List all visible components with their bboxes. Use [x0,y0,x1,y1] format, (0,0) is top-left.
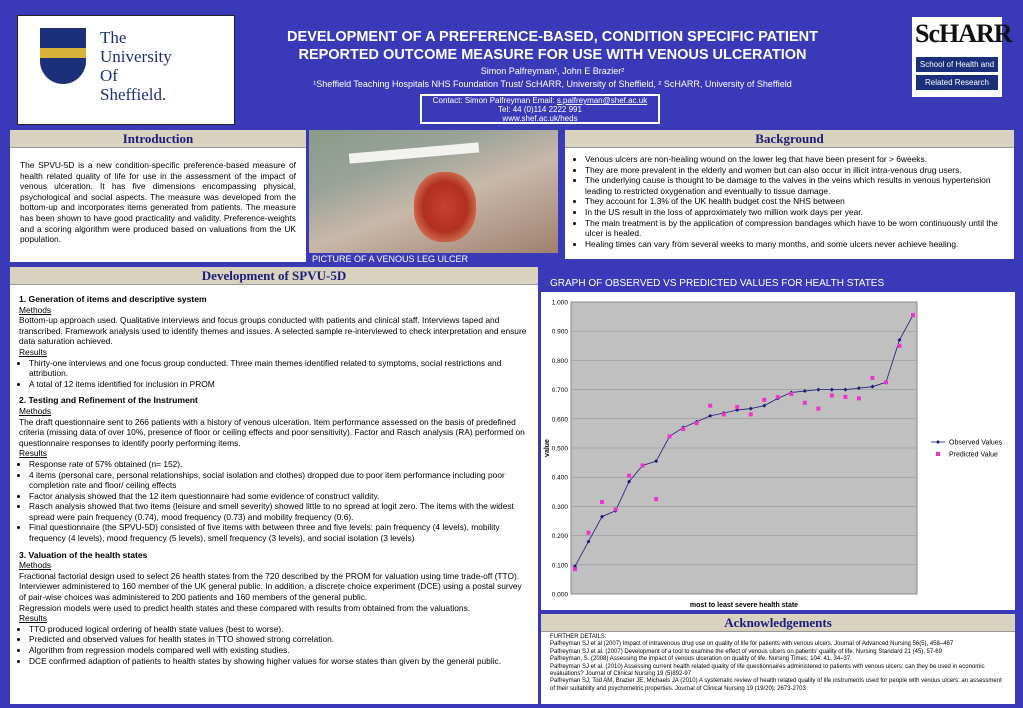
y-tick-label: 0.500 [551,445,568,453]
ruler-shape [349,142,479,163]
data-point-predicted [816,407,820,411]
data-point-predicted [762,398,766,402]
references: FURTHER DETAILS: Palfreyman SJ et al (2007) Impact of intravenous drug use on quality of life for patients with venous ulcers. Journal of Advanced Nursing 56(5), 458–467 Palfreyman SJ et al. (2007) Development of a tool to examine the effect of venous ulcers on patients' quality of life. Nursing Standard 21 (45), 57-69 Palfreyman, S. (2008) Assessing the impact of venous ulceration on quality of life. Nursing Times; 104: 41, 34–37. Palfreyman SJ et al. (2010) Assessing current health related quality of life questionnaires administered to patients with venous ulcers: can they be used in economic evaluations? Journal of Clinical Nursing 19 (5)892-97 Palfreyman SJ, Tod AM, Brazier JE, Michaels JA (2010) A systematic review of health related quality of life instruments used for people with venous ulcers: an assessment of their suitability and psychometric properties. Journal of Clinical Nursing 19 (19/20); 2673-2703 [550,634,1008,693]
list-item: • TTO produced logical ordering of health state values (best to worse). [29,624,531,635]
data-point-predicted [573,567,577,571]
chart-panel [541,292,1015,610]
ulcer-photo [309,130,558,253]
reference-item: Palfreyman, S. (2008) Assessing the impact of venous ulceration on quality of life. Nursing Times; 104: 41, 34–37. [550,656,852,663]
list-item: • Final questionnaire (the SPVU-5D) consisted of five items with between three and five levels: pain frequency (4 levels), mobility frequency (4 levels), mood frequency (5 levels), smell frequency (3 levels), and social isolation (3 levels) [29,522,531,543]
data-point-predicted [789,392,793,396]
affiliations: ¹Sheffield Teaching Hospitals NHS Foundation Trust/ ScHARR, University of Sheffield, ² ScHARR, University of Sheffield [313,79,792,89]
graph-title: GRAPH OF OBSERVED VS PREDICTED VALUES FOR HEALTH STATES [550,278,885,289]
development-content: 1. Generation of items and descriptive system Methods Bottom-up approach used. Qualitative interviews and focus groups conducted with patients and clinical staff. Interviews taped and transcribed. Framework analysis used to identify themes and issues. A selected sample re-interviewed to check interpretation and ensure data saturation achieved. Results • Thirty-one interviews and one focus group conducted. Three main themes identified related to symptoms, social restrictions and attribution. • A total of 12 items identified for inclusion in PROM 2. Testing and Refinement of the Instrument Methods The draft questionnaire sent to 266 patients with a history of venous ulceration. Item performance assessed on the basis of predefined criteria (missing data of over 10%, presence of floor or ceiling effects and poor sensitivity). Factor and Rasch analysis (RA) performed on questionnaire responses to identify poorly performing items. Results • Response rate of 57% obtained (n= 152). • 4 items (personal care, personal relationships, social isolation and clothes) dropped due to poor item performance including poor completion rate and floor/ ceiling effects • Factor analysis showed that the 12 item questionnaire had some evidence of construct validity. • Rasch analysis showed that two items (leisure and smell severity) showed little to no spread at logit zero. The items with the widest spread were pain frequency (0.74), mood frequency (0.73) and mobility frequency (0.6). • Final questionnaire (the SPVU-5D) consisted of five items with between three and five levels: pain frequency (4 levels), mobility frequency (4 levels), mood frequency (5 levels), smell frequency (3 levels), and social isolation (3 levels) 3. Valuation of the health states Methods Fractional factorial design used to select 26 health states from the 720 described by the PROM for valuation using time trade-off (TTO). Interviewer administered to 160 member of the UK general public. In addition, a discrete choice experiment (DCE) using a postal survey of pair-wise choices was administered to 200 patients and 160 members of the general public. Regression models were used to predict health states and these compared with results from obtained from the valuations. Results • TTO produced logical ordering of health state values (best to worse). • Predicted and observed values for health states in TTO showed strong correlation. • Algorithm from regression models compared well with existing studies. • DCE confirmed adaption of patients to health states by showing higher values for worse states than given by the general public. [19,294,531,666]
list-item: • DCE confirmed adaption of patients to health states by showing higher values for worse states than given by the general public. [29,656,531,667]
contact-email-link[interactable]: s.palfreyman@shef.ac.uk [556,96,648,105]
data-point-predicted [722,412,726,416]
section-title: 1. Generation of items and descriptive system [19,294,207,304]
poster-title-block [250,28,855,90]
list-item: • Predicted and observed values for health states in TTO showed strong correlation. [29,634,531,645]
contact-tel: Tel: 44 (0)114 2222 991 [498,105,582,114]
y-tick-label: 0.000 [551,591,568,599]
data-point-predicted [681,427,685,431]
data-point-predicted [803,401,807,405]
university-name: The University Of Sheffield. [100,28,172,104]
y-tick-label: 0.700 [551,387,568,395]
data-point-predicted [708,404,712,408]
list-item: • Healing times can vary from several weeks to many months, and some ulcers never achieve healing. [585,239,1015,250]
y-tick-label: 0.100 [551,562,568,570]
data-point-predicted [668,434,672,438]
crest-icon [40,28,86,84]
x-axis-label: most to least severe health state [689,602,799,609]
list-item: • Thirty-one interviews and one focus group conducted. Three main themes identified related to symptoms, social restrictions and attribution. [29,358,531,379]
background-heading: Background [565,130,1014,148]
legend-marker [936,440,940,444]
list-item: • In the US result in the loss of approximately two million work days per year. [585,207,1015,218]
authors: Simon Palfreyman¹, John E Brazier² [480,66,625,76]
list-item: • The main treatment is by the application of compression bandages which have to be worn continuously until the ulcer is healed. [585,218,1015,239]
data-point-predicted [884,380,888,384]
list-item: • 4 items (personal care, personal relationships, social isolation and clothes) dropped due to poor item performance including poor completion rate and floor/ ceiling effects [29,470,531,491]
reference-item: Palfreyman SJ et al (2007) Impact of intravenous drug use on quality of life for patients with venous ulcers. Journal of Advanced Nursing 56(5), 458–467 [550,641,954,648]
list-item: • The underlying cause is thought to be damage to the valves in the veins which results in venous hypertension leading to restricted oxygenation and eventually to tissue damage. [585,175,1015,196]
data-point-predicted [627,474,631,478]
acknowledgements-heading: Acknowledgements [541,614,1015,632]
section-title: 3. Valuation of the health states [19,549,148,560]
university-logo [17,15,235,125]
y-tick-label: 1.000 [551,299,568,307]
poster-title: DEVELOPMENT OF A PREFERENCE-BASED, CONDITION SPECIFIC PATIENT REPORTED OUTCOME MEASURE FOR USE WITH VENOUS ULCERATION [287,29,818,63]
data-point-predicted [911,313,915,317]
list-item: • A total of 12 items identified for inclusion in PROM [29,379,531,390]
list-item: • Venous ulcers are non-healing wound on the lower leg that have been present for > 6weeks. [585,154,1015,165]
data-point-predicted [776,395,780,399]
development-heading: Development of SPVU-5D [10,267,538,285]
y-tick-label: 0.200 [551,533,568,541]
data-point-predicted [830,393,834,397]
data-point-predicted [587,531,591,535]
y-tick-label: 0.800 [551,357,568,365]
list-item: • Algorithm from regression models compared well with existing studies. [29,645,531,656]
list-item: • They are more prevalent in the elderly and women but can also occur in illicit intra-venous drug users. [585,165,1015,176]
legend-label: Observed Values [949,439,1003,447]
reference-item: Palfreyman SJ et al. (2010) Assessing current health related quality of life questionnaires administered to patients with venous ulcers: can they be used in economic evaluations? Journal of Clinical Nursing 19 (5)892-97 [550,663,985,678]
introduction-text: The SPVU-5D is a new condition-specific preference-based measure of health related quality of life for use in the assessment of the impact of venous ulceration. It has five dimensions encompassing physical, psychological and social aspects. The measure was developed from the bottom-up and incorporates items generated from patients. The measure has been shown to have good practicality and validity. Preference-weights and a scoring algorithm were produced based on valuations from the UK population. [20,160,296,245]
observed-vs-predicted-chart [541,292,1015,610]
reference-item: Palfreyman SJ, Tod AM, Brazier JE, Michaels JA (2010) A systematic review of health related quality of life instruments used for people with venous ulcers: an assessment of their suitability and psychometric properties. Journal of Clinical Nursing 19 (19/20); 2673-2703 [550,678,1002,692]
contact-web[interactable]: www.shef.ac.uk/heds [502,114,578,123]
data-point-predicted [614,507,618,511]
list-item: • Rasch analysis showed that two items (leisure and smell severity) showed little to no spread at logit zero. The items with the widest spread were pain frequency (0.74), mood frequency (0.73) and mobility frequency (0.6). [29,501,531,522]
legend-marker [936,452,940,456]
data-point-predicted [857,396,861,400]
data-point-predicted [641,464,645,468]
scharr-logo: ScHARR School of Health and Related Research [912,17,1002,97]
y-axis-label: value [544,439,551,457]
y-tick-label: 0.900 [551,328,568,336]
reference-item: Palfreyman SJ et al. (2007) Development of a tool to examine the effect of venous ulcers on patients' quality of life. Nursing Standard 21 (45), 57-69 [550,648,942,655]
ulcer-shape [414,172,476,242]
section-title: 2. Testing and Refinement of the Instrument [19,395,198,406]
contact-box: Contact: Simon Palfreyman Email: s.palfreyman@shef.ac.uk Tel: 44 (0)114 2222 991 www.shef.ac.uk/heds [420,94,660,124]
y-tick-label: 0.300 [551,503,568,511]
list-item: • They account for 1.3% of the UK health budget cost the NHS between [585,196,1015,207]
y-tick-label: 0.400 [551,474,568,482]
data-point-predicted [897,344,901,348]
data-point-predicted [843,395,847,399]
list-item: • Response rate of 57% obtained (n= 152). [29,459,531,470]
list-item: • Factor analysis showed that the 12 item questionnaire had some evidence of construct validity. [29,491,531,502]
legend-label: Predicted Value [949,451,998,459]
data-point-predicted [870,376,874,380]
data-point-predicted [600,500,604,504]
introduction-heading: Introduction [10,130,306,148]
data-point-predicted [749,412,753,416]
y-tick-label: 0.600 [551,416,568,424]
data-point-predicted [735,405,739,409]
data-point-predicted [695,421,699,425]
background-list [575,154,1015,249]
data-point-predicted [654,497,658,501]
photo-caption: PICTURE OF A VENOUS LEG ULCER [312,254,469,264]
